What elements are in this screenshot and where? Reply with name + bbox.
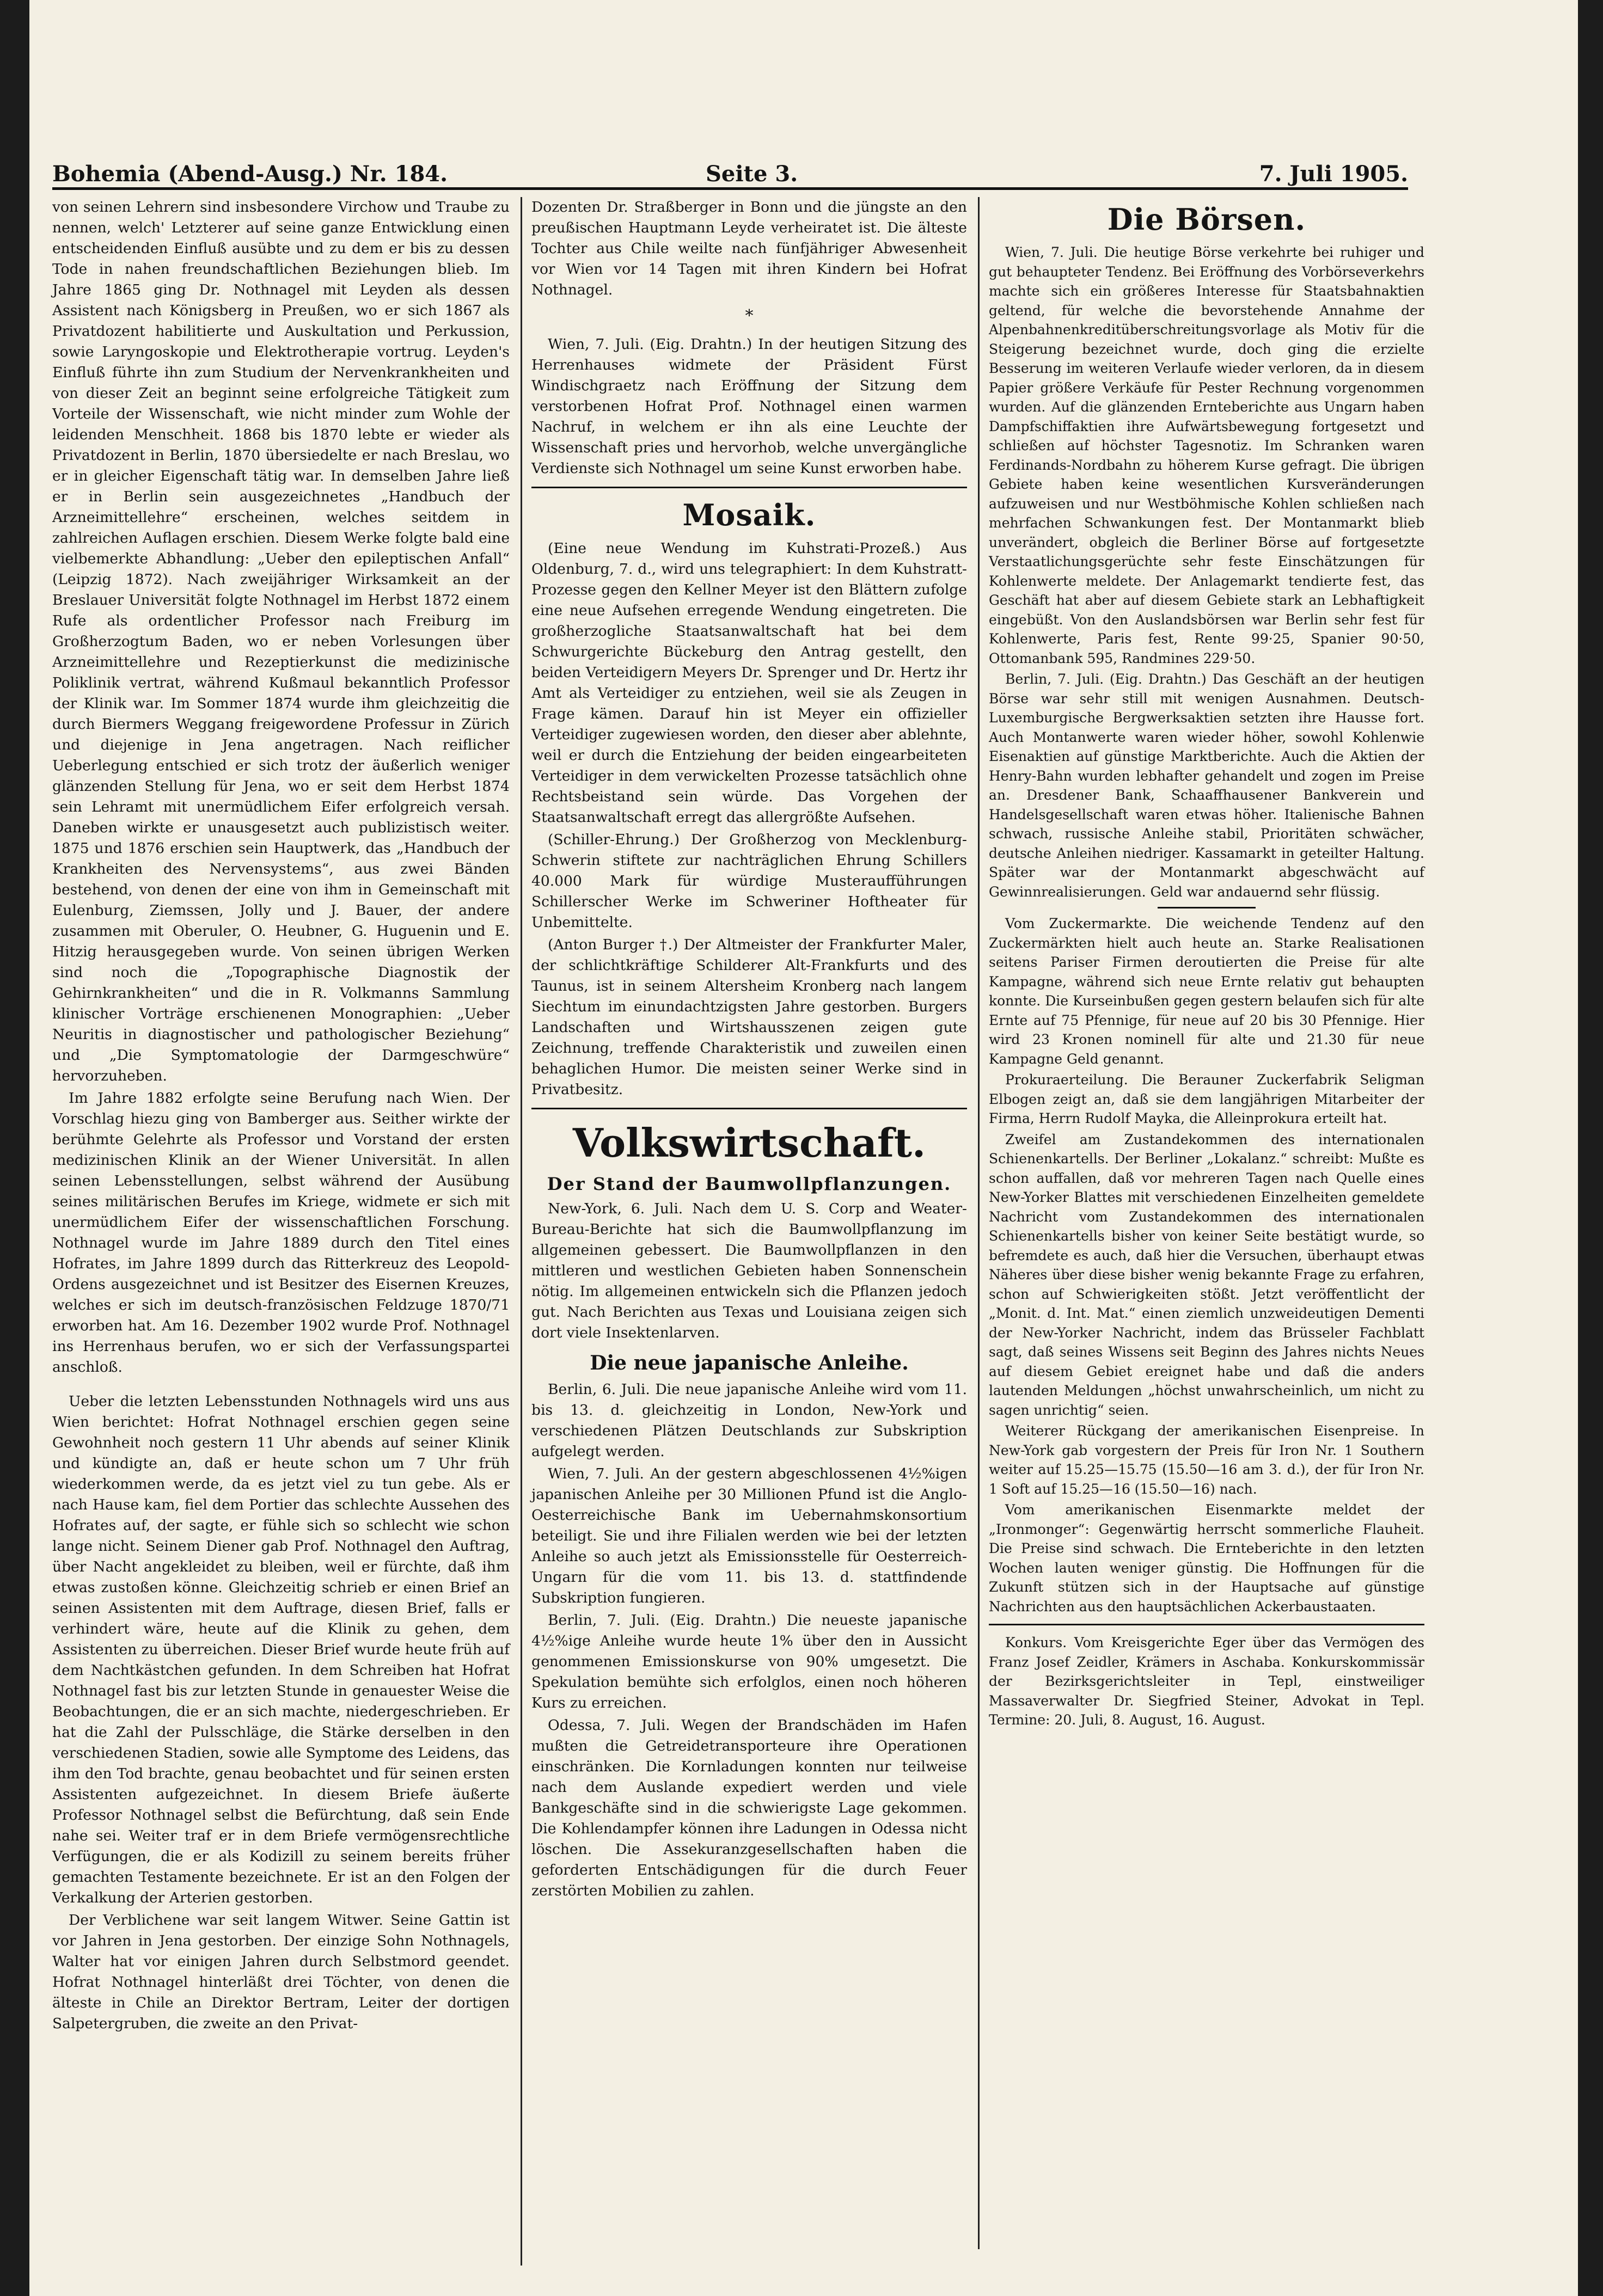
zuckermarkt-item: Vom Zuckermarkte. Die weichende Tendenz auf den Zuckermärkten hielt auch heute an. Starke Realisationen seitens Pariser Firmen deroutierten die Preise für alte Kampagne, während sich neue Ernte relativ gut behaupten konnte. Die Kurseinbußen gegen gestern belaufen sich für alte Ernte auf 75 Pfennige, für neue auf 20 bis 30 Pfennige. Hier wird 23 Kronen nominell für alte und 21.30 für neue Kampagne Geld genannt. xyxy=(989,916,1424,1067)
eisenmarkt-item: Vom amerikanischen Eisenmarkte meldet der „Ironmonger“: Gegenwärtig herrscht sommerliche Flauheit. Die Preise sind schwach. Die Ernteberichte in den letzten Wochen lauten weniger günstig. Die Hoffnungen für die Zukunft stützen sich in der Hauptsache auf günstige Nachrichten aus den hauptsächlichen Ackerbaustaaten. xyxy=(989,1502,1424,1614)
japan-item-1: Berlin, 6. Juli. Die neue japanische Anleihe wird vom 11. bis 13. d. gleichzeitig in London, New-York und verschiedenen Plätzen Deutschlands zur Subskription aufgelegt werden. xyxy=(531,1381,967,1460)
column-2 xyxy=(531,197,967,1903)
col3-rule-1 xyxy=(1158,907,1256,908)
header-date: 7. Juli 1905. xyxy=(1259,161,1408,187)
konkurs-item: Konkurs. Vom Kreisgerichte Eger über das Vermögen des Franz Josef Zeidler, Krämers in Aschaba. Konkurskommissär der Bezirksgerichtsleiter in Tepl, einstweiliger Massaverwalter Dr. Siegfried Steiner, Advokat in Tepl. Termine: 20. Juli, 8. August, 16. August. xyxy=(989,1635,1424,1728)
mosaik-item-1: (Eine neue Wendung im Kuhstrati-Prozeß.) Aus Oldenburg, 7. d., wird uns telegraphiert: In dem Kuhstratt-Prozesse gegen den Kellner Meyer ist den Blättern zufolge eine neue Aufsehen erregende Wendung eingetreten. Die großherzogliche Staatsanwaltschaft hat bei dem Schwurgerichte Bückeburg den Antrag gestellt, den beiden Verteidigern Meyers Dr. Sprenger und Dr. Hertz ihr Amt als Verteidiger zu entziehen, weil sie als Zeugen in Frage kämen. Darauf hin ist Meyer ein offizieller Verteidiger zugewiesen worden, den dieser aber ablehnte, weil er durch die Entziehung der beiden eingearbeiteten Verteidiger in dem verwickelten Prozesse tatsächlich ohne Rechtsbeistand sein würde. Das Vorgehen der Staatsanwaltschaft erregt das allergrößte Aufsehen. xyxy=(531,540,967,826)
japan-item-2: Wien, 7. Juli. An der gestern abgeschlossenen 4½%igen japanischen Anleihe per 30 Millionen Pfund ist die Anglo-Oesterreichische Bank im Uebernahmskonsortium beteiligt. Sie und ihre Filialen werden wie bei der letzten Anleihe so auch jetzt als Emissionsstelle für Oesterreich-Ungarn für die vom 11. bis 13. d. stattfindende Subskription fungieren. xyxy=(531,1465,967,1606)
baumwolle-subtitle: Der Stand der Baumwollpflanzungen. xyxy=(547,1174,952,1194)
volkswirtschaft-item-1: New-York, 6. Juli. Nach dem U. S. Corp and Weater-Bureau-Berichte hat sich die Baumwollpflanzung im allgemeinen gebessert. Die Baumwollpflanzen in den mittleren und westlichen Gebieten haben Sonnenschein nötig. Im allgemeinen entwickeln sich die Pflanzen jedoch gut. Nach Berichten aus Texas und Louisiana zeigen sich dort viele Insektenlarven. xyxy=(531,1200,967,1341)
japan-loan-subtitle: Die neue japanische Anleihe. xyxy=(590,1352,909,1374)
scan-edge-left xyxy=(0,0,29,2296)
column-divider-1 xyxy=(521,197,522,2266)
col1-paragraph-3: Ueber die letzten Lebensstunden Nothnagels wird uns aus Wien berichtet: Hofrat Nothnagel erschien gegen seine Gewohnheit noch gestern 11 Uhr abends auf seiner Klinik und kündigte an, daß er heute schon um 7 Uhr früh wiederkommen werde, da es jetzt viel zu tun gebe. Als er nach Hause kam, fiel dem Portier das schlechte Aussehen des Hofrates auf, der sagte, er fühle sich so schlecht wie schon lange nicht. Seinem Diener gab Prof. Nothnagel den Auftrag, über Nacht angekleidet zu bleiben, weil er fürchte, daß ihm etwas zustoßen könne. Gleichzeitig schrieb er einen Brief an seinen Assistenten mit dem Auftrage, diesen Brief, falls er verhindert wäre, heute auf die Klinik zu gehen, dem Assistenten zu überreichen. Dieser Brief wurde heute früh auf dem Nachtkästchen gefunden. In dem Schreiben hat Hofrat Nothnagel fast bis zur letzten Stunde in genauester Weise die Beobachtungen, die er an sich machte, niedergeschrieben. Er hat die Zahl der Pulsschläge, die Stärke derselben in den verschiedenen Stadien, sowie alle Symptome des Leidens, das ihm den Tod brachte, genau beobachtet und für seinen ersten Assistenten aufgezeichnet. In diesem Briefe äußerte Professor Nothnagel selbst die Befürchtung, daß sein Ende nahe sei. Weiter traf er in dem Briefe vermögensrechtliche Verfügungen, die er als Kodizill zu seinem bereits früher gemachten Testamente bezeichnete. Er ist an den Folgen der Verkalkung der Arterien gestorben. xyxy=(52,1393,510,1906)
eisenpreise-item: Weiterer Rückgang der amerikanischen Eisenpreise. In New-York gab vorgestern der Preis für Iron Nr. 1 Southern weiter auf 15.25—15.75 (15.50—16 am 3. d.), der für Iron Nr. 1 Soft auf 15.25—16 (15.50—16) nach. xyxy=(989,1423,1424,1497)
column-3 xyxy=(989,197,1424,1732)
japan-item-3: Berlin, 7. Juli. (Eig. Drahtn.) Die neueste japanische 4½%ige Anleihe wurde heute 1% über den in Aussicht genommenen Emissionskurse von 90% umgesetzt. Die Spekulation bemühte sich erfolglos, einen noch höheren Kurs zu erreichen. xyxy=(531,1612,967,1711)
boersen-title: Die Börsen. xyxy=(1107,202,1306,237)
col1-gap xyxy=(52,1379,510,1391)
header-rule xyxy=(52,187,1408,190)
mosaik-title: Mosaik. xyxy=(682,498,816,532)
japan-item-4: Odessa, 7. Juli. Wegen der Brandschäden im Hafen mußten die Getreidetransporteure ihre Operationen einschränken. Die Kornladungen konnten nur teilweise nach dem Auslande expediert werden und viele Bankgeschäfte sind in die schwierigste Lage gekommen. Die Kohlendampfer können ihre Ladungen in Odessa nicht löschen. Die Assekuranzgesellschaften haben die geforderten Entschädigungen für die durch Feuer zerstörten Mobilien zu zahlen. xyxy=(531,1717,967,1899)
column-1 xyxy=(52,197,510,2036)
mosaik-item-2: (Schiller-Ehrung.) Der Großherzog von Mecklenburg-Schwerin stiftete zur nachträglichen Ehrung Schillers 40.000 Mark für würdige Musteraufführungen Schillerscher Werke im Schweriner Hoftheater für Unbemittelte. xyxy=(531,831,967,931)
col2-rule-2 xyxy=(531,1108,967,1109)
header-page-number: Seite 3. xyxy=(706,161,798,187)
col1-paragraph-4: Der Verblichene war seit langem Witwer. Seine Gattin ist vor Jahren in Jena gestorben. Der einzige Sohn Nothnagels, Walter hat vor einigen Jahren durch Selbstmord geendet. Hofrat Nothnagel hinterläßt drei Töchter, von denen die älteste in Chile an Direktor Bertram, Leiter der dortigen Salpetergruben, die zweite an den Privat- xyxy=(52,1912,510,2032)
boersen-wien: Wien, 7. Juli. Die heutige Börse verkehrte bei ruhiger und gut behaupteter Tendenz. Bei Eröffnung des Vorbörseverkehrs machte sich ein größeres Interesse für Staatsbahnaktien geltend, für welche die bevorstehende Annahme der Alpenbahnenkreditüberschreitungsvorlage als Motiv für die Steigerung bezeichnet wurde, doch ging die erzielte Besserung im weiteren Verlaufe wieder verloren, da in diesem Papier größere Verkäufe für Pester Rechnung vorgenommen wurden. Auf die glänzenden Ernteberichte aus Ungarn haben Dampfschiffaktien ihre Aufwärtsbewegung fortgesetzt und schließen auf höchster Tagesnotiz. Im Schranken waren Ferdinands-Nordbahn zu höherem Kurse gefragt. Die übrigen Gebiete haben keine wesentlichen Kursveränderungen aufzuweisen und nur Westböhmische Kohlen schließen nach mehrfachen Schwankungen fest. Der Montanmarkt blieb unverändert, obgleich die Berliner Börse auf fortgesetzte Verstaatlichungsgerüchte sehr feste Einschätzungen für Kohlenwerte meldete. Der Anlagemarkt tendierte fest, das Geschäft hat aber auf diesem Gebiete stark an Lebhaftigkeit eingebüßt. Von den Auslandsbörsen war Berlin sehr fest für Kohlenwerte, Paris fest, Rente 99·25, Spanier 90·50, Ottomanbank 595, Randmines 229·50. xyxy=(989,244,1424,666)
col1-paragraph-1: von seinen Lehrern sind insbesondere Virchow und Traube zu nennen, welch' Letzterer auf seine ganze Entwicklung einen entscheidenden Einfluß ausübte und zu dem er bis zu dessen Tode in nahen freundschaftlichen Beziehungen blieb. Im Jahre 1865 ging Dr. Nothnagel mit Leyden als dessen Assistent nach Königsberg in Preußen, wo er sich 1867 als Privatdozent habilitierte und Auskultation und Perkussion, sowie Laryngoskopie und Elektrotherapie vortrug. Leyden's Einfluß führte ihn zum Studium der Nervenkrankheiten und von dieser Zeit an beginnt seine erfolgreiche Tätigkeit zum Vorteile der Wissenschaft, wie nicht minder zum Wohle der leidenden Menschheit. 1868 bis 1870 lebte er wieder als Privatdozent in Berlin, 1870 übersiedelte er nach Breslau, wo er in gleicher Eigenschaft tätig war. In demselben Jahre ließ er in Berlin sein ausgezeichnetes „Handbuch der Arzneimittellehre“ erscheinen, welches seitdem in zahlreichen Auflagen erschien. Diesem Werke folgte bald eine vielbemerkte Abhandlung: „Ueber den epileptischen Anfall“ (Leipzig 1872). Nach zweijähriger Wirksamkeit an der Breslauer Universität folgte Nothnagel im Herbst 1872 einem Rufe als ordentlicher Professor nach Freiburg im Großherzogtum Baden, wo er neben Vorlesungen über Arzneimittellehre und Rezeptierkunst die medizinische Poliklinik vertrat, während Kußmaul bekanntlich Professor der Klinik war. Im Sommer 1874 wurde ihm gleichzeitig die durch Biermers Weggang freigewordene Professur in Zürich und diejenige in Jena angetragen. Nach reiflicher Ueberlegung entschied er sich trotz der äußerlich weniger glänzenden Stellung für Jena, wo er seit dem Herbst 1874 sein Lehramt mit unermüdlichem Eifer erfolgreich versah. Daneben wirkte er unausgesetzt auch publizistisch weiter. 1875 und 1876 erschien sein Hauptwerk, das „Handbuch der Krankheiten des Nervensystems“, aus zwei Bänden bestehend, von denen der eine von ihm in Gemeinschaft mit Eulenburg, Ziemssen, Jolly und J. Bauer, der andere zusammen mit Oberuler, O. Heubner, G. Huguenin und E. Hitzig herausgegeben wurde. Von seinen übrigen Werken sind noch die „Topographische Diagnostik der Gehirnkrankheiten“ und die in R. Volkmanns Sammlung klinischer Vorträge erschienenen Monographien: „Ueber Neuritis in diagnostischer und pathologischer Beziehung“ und „Die Symptomatologie der Darmgeschwüre“ hervorzuheben. xyxy=(52,199,510,1084)
col3-rule-2 xyxy=(989,1624,1424,1625)
header-issue: Bohemia (Abend-Ausg.) Nr. 184. xyxy=(52,161,448,187)
col2-paragraph-1: Dozenten Dr. Straßberger in Bonn und die jüngste an den preußischen Hauptmann Leyde verheiratet ist. Die älteste Tochter aus Chile weilte nach fünfjähriger Abwesenheit vor Wien vor 14 Tagen mit ihren Kindern bei Hofrat Nothnagel. xyxy=(531,199,967,298)
volkswirtschaft-title: Volkswirtschaft. xyxy=(572,1120,926,1166)
col2-rule-1 xyxy=(531,487,967,488)
col1-paragraph-2: Im Jahre 1882 erfolgte seine Berufung nach Wien. Der Vorschlag hiezu ging von Bamberger aus. Seither wirkte der berühmte Gelehrte als Professor und Vorstand der ersten medizinischen Klinik an der Wiener Universität. In allen seinen Lebensstellungen, selbst während der Ausübung seines militärischen Berufes im Kriege, widmete er sich mit unermüdlichem Eifer der wissenschaftlichen Forschung. Nothnagel wurde im Jahre 1889 durch den Titel eines Hofrates, im Jahre 1899 durch das Ritterkreuz des Leopold-Ordens ausgezeichnet und ist Besitzer des Eisernen Kreuzes, welches er sich im deutsch-französischen Feldzuge 1870/71 erworben hat. Am 16. Dezember 1902 wurde Prof. Nothnagel ins Herrenhaus berufen, wo er sich der Verfassungspartei anschloß. xyxy=(52,1090,510,1376)
col2-paragraph-2: Wien, 7. Juli. (Eig. Drahtn.) In der heutigen Sitzung des Herrenhauses widmete der Präsident Fürst Windischgraetz nach Eröffnung der Sitzung dem verstorbenen Hofrat Prof. Nothnagel einen warmen Nachruf, in welchem er ihn als eine Leuchte der Wissenschaft pries und hervorhob, welche unvergängliche Verdienste sich Nothnagel um seine Kunst erworben habe. xyxy=(531,336,967,477)
prokura-item: Prokuraerteilung. Die Berauner Zuckerfabrik Seligman Elbogen zeigt an, daß sie dem langjährigen Mitarbeiter der Firma, Herrn Rudolf Mayka, die Alleinprokura erteilt hat. xyxy=(989,1072,1424,1126)
boersen-berlin: Berlin, 7. Juli. (Eig. Drahtn.) Das Geschäft an der heutigen Börse war sehr still mit wenigen Ausnahmen. Deutsch-Luxemburgische Bergwerksaktien setzten ihre Hausse fort. Auch Montanwerte waren wieder höher, sowohl Kohlenwie Eisenaktien auf günstige Marktberichte. Auch die Aktien der Henry-Bahn wurden lebhafter gehandelt und zogen im Preise an. Dresdener Bank, Schaaffhausener Bankverein und Handelsgesellschaft waren etwas höher. Italienische Bahnen schwach, russische Anleihe stabil, Prioritäten schwächer, deutsche Anleihen niedriger. Kassamarkt in geteilter Haltung. Später war der Montanmarkt abgeschwächt auf Gewinnrealisierungen. Geld war andauernd sehr flüssig. xyxy=(989,671,1424,900)
schienenkartell-item: Zweifel am Zustandekommen des internationalen Schienenkartells. Der Berliner „Lokalanz.“ schreibt: Mußte es schon auffallen, daß vor mehreren Tagen nach Quelle eines New-Yorker Blattes mit verschiedenen Einzelheiten gemeldete Nachricht vom Zustandekommen des internationalen Schienenkartells bisher von keiner Seite bestätigt wurde, so befremdete es auch, daß hier die Versuchen, überhaupt etwas Näheres über diese bisher wenig bekannte Frage zu erfahren, schon auf Schwierigkeiten stößt. Jetzt veröffentlicht der „Monit. d. Int. Mat.“ einen ziemlich unzweideutigen Dementi der New-Yorker Nachricht, indem das Brüsseler Fachblatt sagt, daß seines Wissens seit Beginn des Jahres nichts Neues auf diesem Gebiet ereignet habe und daß die anders lautenden Meldungen „höchst unwahrscheinlich, um nicht zu sagen unrichtig“ seien. xyxy=(989,1131,1424,1418)
mosaik-item-3: (Anton Burger †.) Der Altmeister der Frankfurter Maler, der schlichtkräftige Schilderer Alt-Frankfurts und des Taunus, ist in seinem Altersheim Kronberg nach langem Siechtum im einundachtzigsten Jahre gestorben. Burgers Landschaften und Wirtshausszenen zeigen gute Zeichnung, treffende Charakteristik und zuweilen einen behaglichen Humor. Die meisten seiner Werke sind in Privatbesitz. xyxy=(531,936,967,1098)
separator-star: * xyxy=(745,306,754,326)
scan-edge-right xyxy=(1578,0,1603,2296)
column-divider-2 xyxy=(978,197,980,2249)
